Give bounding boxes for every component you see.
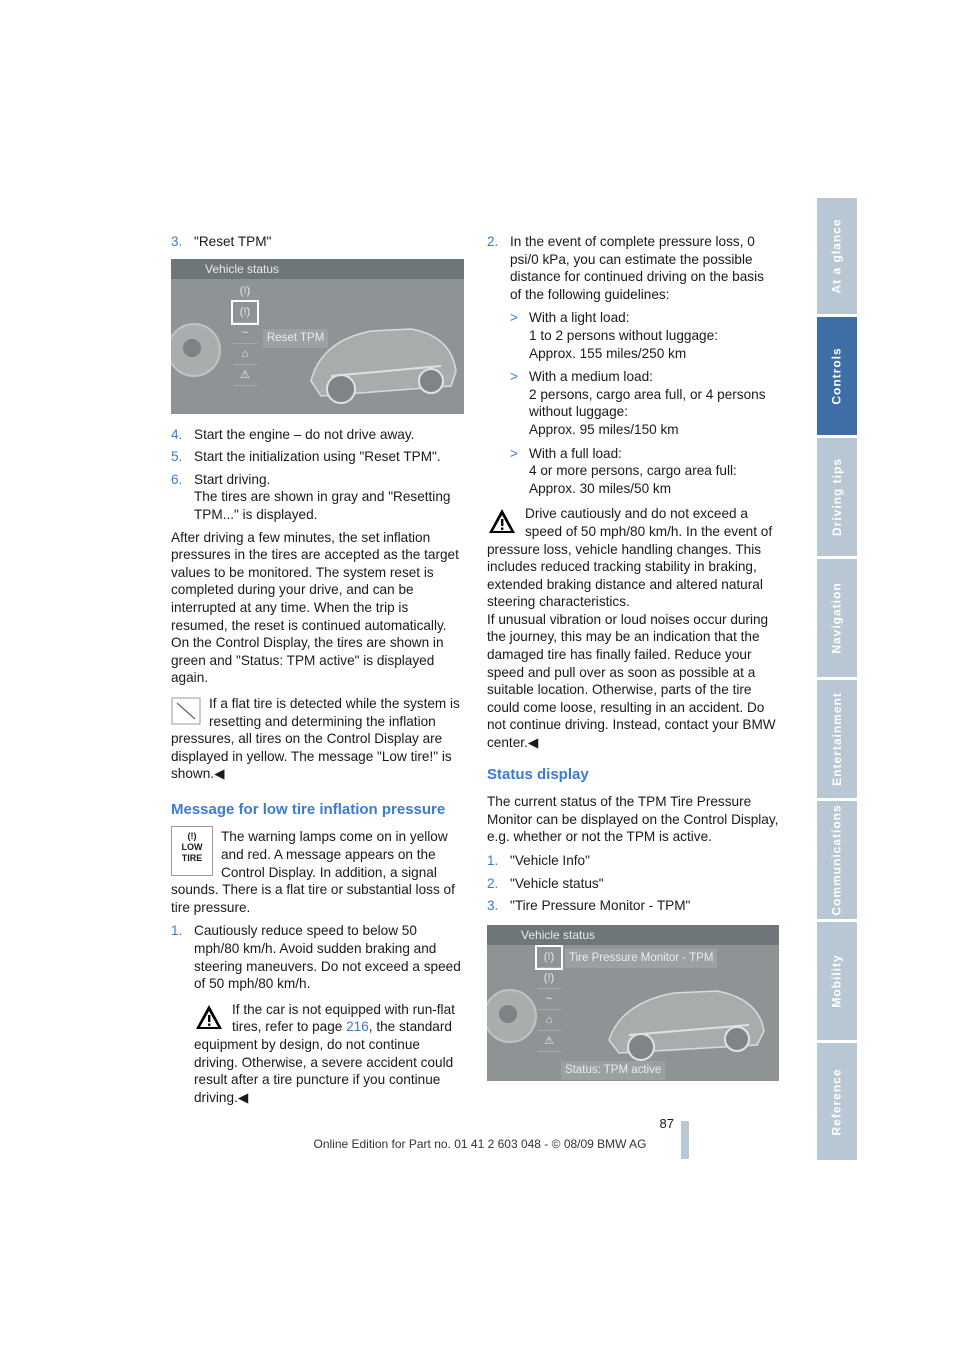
load-item: > With a light load: 1 to 2 persons without luggage: Approx. 155 miles/250 km — [510, 310, 718, 361]
status-step-1: 1. "Vehicle Info" — [487, 853, 590, 868]
footer-edition: Online Edition for Part no. 01 41 2 603 048 - © 08/09 BMW AG — [313, 1137, 647, 1151]
tab-controls[interactable]: Controls — [817, 317, 857, 435]
status-menu — [537, 947, 561, 1052]
tab-driving-tips[interactable]: Driving tips — [817, 438, 857, 556]
load-list — [510, 309, 779, 497]
reset-tpm-label: Reset TPM — [263, 329, 328, 349]
drive-cautiously-warning: Drive cautiously and do not exceed a speed of 50 mph/80 km/h. In the event of pressure loss, vehicle handling changes. This includes reduced tracking stability in braking, extended braking distance and altered natural steering characteristics. If unusual vibration or loud noises occur during the journey, this may be an indication that the damaged tire has finally failed. Reduce your speed and pull over as soon as possible at a suitable location. Otherwise, parts of the tire could come loose, resulting in an accident. Do not continue driving. Instead, contact your BMW center.◀ — [487, 506, 776, 751]
section-heading-low-pressure: Message for low tire inflation pressure — [171, 800, 446, 818]
page-link[interactable]: 216 — [346, 1019, 369, 1035]
step-2: 2. In the event of complete pressure loss, 0 psi/0 kPa, you can estimate the possible distance for continued driving on the basis of the following guidelines: — [487, 234, 764, 302]
controller-knob-icon — [487, 989, 537, 1043]
note-icon — [171, 697, 201, 725]
warning-triangle-icon — [487, 507, 517, 535]
status-menu — [233, 281, 257, 386]
status-paragraph: The current status of the TPM Tire Pressure Monitor can be displayed on the Control Display, e.g. whether or not the TPM is active. — [487, 794, 779, 845]
warning-triangle-icon — [194, 1003, 224, 1031]
low-tire-icon: (!) LOW TIRE — [171, 826, 213, 876]
tab-at-a-glance[interactable]: At a glance — [817, 198, 857, 314]
tpm-icon: (!) — [233, 281, 257, 302]
step-4: 4. Start the engine – do not drive away. — [171, 426, 415, 442]
oil-icon: ~ — [233, 323, 257, 344]
oil-icon: ~ — [537, 989, 561, 1010]
car-icon: ⌂ — [537, 1010, 561, 1031]
load-item: > With a medium load: 2 persons, cargo area full, or 4 persons without luggage: Approx. 95 miles/150 km — [510, 369, 766, 437]
right-column — [487, 233, 779, 1081]
tab-communications[interactable]: Communications — [817, 801, 857, 919]
load-item: > With a full load: 4 or more persons, cargo area full: Approx. 30 miles/50 km — [510, 445, 737, 496]
warning-icon: ⚠ — [537, 1031, 561, 1052]
reset-tpm-icon: (!) — [537, 968, 561, 989]
section-heading-status-display: Status display — [487, 765, 589, 783]
car-illustration — [301, 301, 461, 411]
step-5: 5. Start the initialization using "Reset TPM". — [171, 449, 441, 465]
runflat-warning: If the car is not equipped with run-flat tires, refer to page 216, the standard equipment by design, do not continue driving. Otherwise, a severe accident could result after a tire puncture if you continue driving.◀ — [194, 1001, 455, 1105]
reset-tpm-icon: (!) — [233, 302, 257, 323]
screen-title: Vehicle status — [171, 259, 464, 279]
note-paragraph: If a flat tire is detected while the system is resetting and determining the inflation pressures, all tires on the Control Display are displayed in yellow. The message "Low tire!" is shown.◀ — [171, 695, 460, 782]
car-icon: ⌂ — [233, 344, 257, 365]
tpm-label: Tire Pressure Monitor - TPM — [565, 949, 717, 969]
step-6: 6. Start driving. The tires are shown in gray and "Resetting TPM..." is displayed. — [171, 471, 451, 522]
tab-entertainment[interactable]: Entertainment — [817, 680, 857, 798]
warning-icon: ⚠ — [233, 365, 257, 386]
status-step-2: 2. "Vehicle status" — [487, 875, 604, 891]
controller-knob-icon — [171, 323, 221, 377]
tab-mobility[interactable]: Mobility — [817, 922, 857, 1040]
warning-lamps-paragraph: (!) LOW TIRE The warning lamps come on in yellow and red. A message appears on the Control Display. In addition, a signal sounds. There is a flat tire or substantial loss of tire pressure. — [171, 828, 464, 916]
tpm-icon: (!) — [537, 947, 561, 968]
reset-paragraph: After driving a few minutes, the set inflation pressures in the tires are accepted as the target values to be monitored. The system reset is completed during your drive, and can be interrupted at any time. When the trip is resumed, the reset is continued automatically. On the Control Display, the tires are shown in green and "Status: TPM active" is displayed again. — [171, 529, 459, 686]
screen-title: Vehicle status — [487, 925, 779, 945]
step-3: 3. "Reset TPM" — [171, 234, 272, 249]
tpm-status-text: Status: TPM active — [561, 1061, 665, 1081]
step-1: 1. Cautiously reduce speed to below 50 mph/80 km/h. Avoid sudden braking and steering maneuvers. Do not exceed a speed of 50 mph/80 km/h. — [171, 923, 461, 992]
tab-reference[interactable]: Reference — [817, 1043, 857, 1160]
tpm-status-screen — [487, 925, 779, 1081]
car-illustration — [599, 965, 769, 1065]
left-column — [171, 233, 464, 1112]
page-number: 87 — [659, 1116, 674, 1131]
vehicle-status-screen — [171, 259, 464, 414]
tab-navigation[interactable]: Navigation — [817, 559, 857, 677]
status-step-3: 3. "Tire Pressure Monitor - TPM" — [487, 898, 691, 914]
